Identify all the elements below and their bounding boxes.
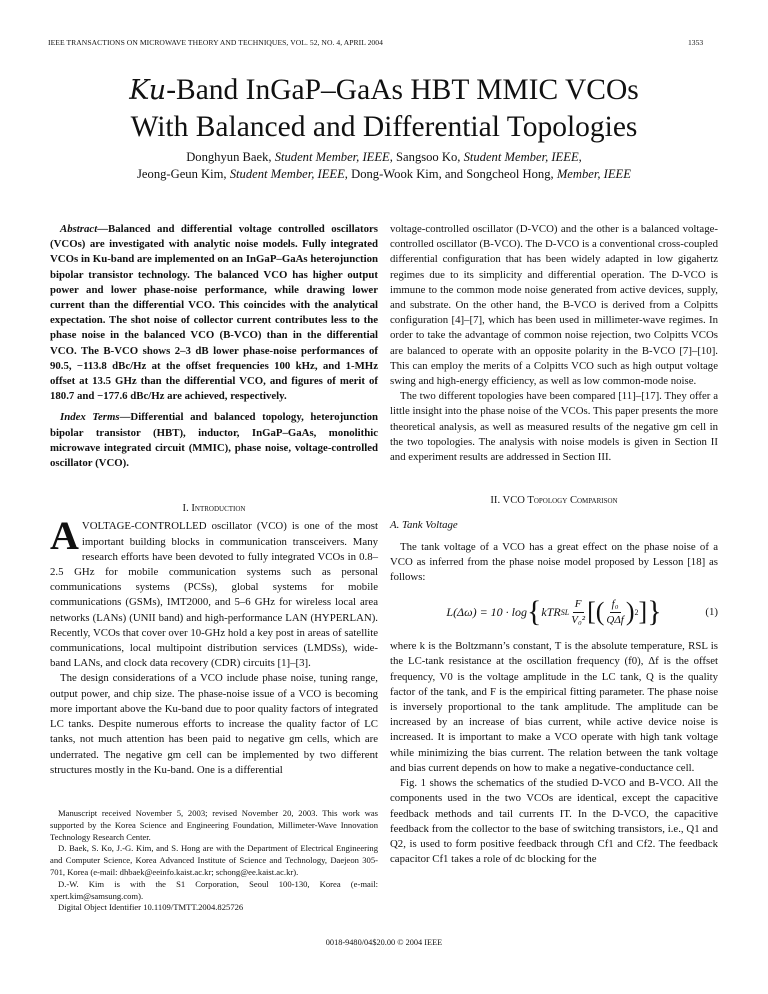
fraction-f-over-v0 [571,597,585,628]
equation-ktr: kTR [541,604,561,619]
equation-lhs: L(Δω) = 10 · log [446,604,528,619]
denominator: V₀² [571,613,586,626]
author-role: Member, IEEE [556,167,631,181]
author-list [0,149,768,183]
bracket-close: ] [638,597,648,627]
bracket-close: ) [625,597,635,627]
intro-paragraph-text: VOLTAGE-CONTROLLED oscillator (VCO) is one of the most important building blocks in communication transceivers. Many research efforts have been devoted to fully integrated VCOs in 0.8–2.5 GHz for mobile communication systems such as personal communications systems (PCSs), global systems for mobile communications (GSMs), IMT2000, and 5–6 GHz for wireless local area networks (LANs) (UNII band) and high-performance LAN (HYPERLAN). Recently, VCOs that cover over 10-GHz hold a key post in areas of satellite communications, local multipoint distribution services (LMDSs), wide-band LANs, and clock data recovery (CDR) circuits [1]–[3]. [50,520,378,670]
right-column [390,222,718,867]
footnotes [50,808,378,914]
section-heading-topology: II. VCO Topology Comparison [490,495,618,507]
title-math: Ku [129,75,167,106]
author-role: Student Member, IEEE [463,150,579,164]
author-separator: , [578,150,582,164]
abstract-text: —Balanced and differential voltage controlled oscillators (VCOs) are investigated with analytic noise models. Fully integrated VCOs in Ku-band are implemented on an InGaP–GaAs heterojunction bipolar transistor technology. The balanced VCO has higher output power and lower phase-noise performance, while drawing lower current than the differential VCO. This coincides with the analytical expectation. The shot noise of collector current contributes less to the phase noise in the balanced VCO (B-VCO) than in the differential VCO. The B-VCO shows 2–3 dB lower phase-noise performances of 90.5, −113.8 dBc/Hz at the offset frequencies 100 kHz, and 1-MHz offset at 13.5 GHz than the differential VCO, and figures of merit of 180.7 and −177.6 dBc/Hz are achieved, respectively. [50,223,378,403]
equation-1 [390,587,718,637]
author-name: Donghyun Baek, [186,150,275,164]
intro-paragraph [50,513,378,671]
body-paragraph: Fig. 1 shows the schematics of the studied D-VCO and B-VCO. All the components used in the two VCOs are identical, except the capacitive feedback methods and tail currents IT. In the D-VCO, the capacitive feedback from the collector to the base of switching transistors, i.e., Q1 and Q2, is used to form positive feedback through Cf1 and Cf2. The feedback capacitor Cf1 takes a role of dc blocking for the [390,777,718,866]
index-terms-text: —Differential and balanced topology, heterojunction bipolar transistor (HBT), inductor, InGaP–GaAs, monolithic microwave integrated circuit (MMIC), phase noise, voltage-controlled oscillator (VCO). [50,411,378,470]
denominator: QΔf [606,613,624,626]
footnote: D.-W. Kim is with the S1 Corporation, Seoul 100-130, Korea (e-mail: xpert.kim@samsung.com). [50,878,378,901]
page-number: 1353 [688,38,704,47]
body-paragraph: The tank voltage of a VCO has a great effect on the phase noise of a VCO as inferred from the phase noise model proposed by Lesson [18] as follows: [390,540,718,584]
footnote: Digital Object Identifier 10.1109/TMTT.2004.825726 [58,902,244,913]
subsection-heading-tank-voltage: A. Tank Voltage [390,519,458,532]
paper-title [0,72,768,145]
body-paragraph: where k is the Boltzmann’s constant, T is the absolute temperature, RSL is the LC-tank resistance at the oscillation frequency (f0), Δf is the offset frequency, V0 is the voltage amplitude in the LC tank, Q is the quality factor of the tank, and F is the empirical fitting parameter. The phase noise is inversely proportional to the tank amplitude. The amplitude can be increased by an increase of bias current, while active device noise is increased. It is important to make a VCO operate with high tank voltage while minimizing the bias current. The relation between the tank voltage and bias current depends on how to make a negative-conductance cell. [390,640,718,774]
bracket-open: [( [587,597,605,627]
author-role: Student Member, IEEE [229,167,345,181]
running-header: IEEE TRANSACTIONS ON MICROWAVE THEORY AND TECHNIQUES, VOL. 52, NO. 4, APRIL 2004 [48,38,383,47]
equation-number: (1) [705,605,718,618]
left-column [50,222,378,913]
author-name: Jeong-Geun Kim, [137,167,230,181]
intro-paragraph: voltage-controlled oscillator (D-VCO) and the other is a balanced voltage-controlled oscillator (B-VCO). The D-VCO is a conventional cross-coupled differential configuration that has been widely adapted in low gigahertz regimes due to its simplicity and differential operation. The D-VCO is immune to the common mode noise generated from active devices, supply, and substrate. On the other hand, the B-VCO is derived from a Colpitts configuration [4]–[7], which has been used in millimeter-wave regimes. In order to take the advantage of common noise rejection, two Colpitts VCOs are balanced to operate with an opposite polarity in the B-VCO [7]–[10]. This can employ the merits of a Colpitts VCO such as high output voltage swing and high-energy efficiency, as well as low common-mode noise. [390,223,718,388]
title-line1: -Band InGaP–GaAs HBT MMIC VCOs [166,74,639,106]
numerator: F [573,597,584,613]
author-name: , Sangsoo Ko, [389,150,464,164]
fraction-f0-over-qdf [606,597,623,628]
abstract [50,222,378,471]
equation-subscript: SL [560,607,570,617]
intro-paragraph: The two different topologies have been compared [11]–[17]. They offer a little insight into the phase noise of the VCOs. This paper presents the more theoretical analysis, as well as measured results of the negative gm cell in the two topologies. The analysis with noise models is given in Section II and experiment results are addressed in Section III. [390,390,718,464]
exponent: 2 [634,607,639,617]
footnote: D. Baek, S. Ko, J.-G. Kim, and S. Hong are with the Department of Electrical Engineering and Computer Science, Korea Advanced Institute of Science and Technology, Daejeon 305-701, Korea (e-mail: dhbaek@eeinfo.kaist.ac.kr; schong@ee.kaist.ac.kr). [50,843,378,877]
brace-close: } [647,595,662,629]
numerator: f₀ [610,597,621,613]
footnote: Manuscript received November 5, 2003; revised November 20, 2003. This work was supported by the Korea Science and Engineering Foundation, Millimeter-Wave Innovation Technology Research Center. [50,808,378,842]
drop-cap: A [50,513,79,559]
copyright-footer: 0018-9480/04$20.00 © 2004 IEEE [325,938,443,947]
title-line2: With Balanced and Differential Topologies [130,111,638,143]
author-role: Student Member, IEEE [274,150,390,164]
intro-paragraph: The design considerations of a VCO include phase noise, tuning range, output power, and chip size. The phase-noise issue of a VCO is becoming more important above the Ku-band due to poor quality factors of integrated LC tanks. Despite numerous efforts to increase the quality factor of LC tanks, not much attention has been paid to negative gm cells, which are underrated. The negative gm cell can be implemented by two different structures mostly in the Ku-band. One is a differential [50,672,378,776]
abstract-label: Abstract [60,223,98,235]
section-heading-introduction: I. Introduction [182,503,246,515]
index-terms-label: Index Terms [60,411,120,424]
brace-open: { [527,595,542,629]
author-name: , Dong-Wook Kim, and Songcheol Hong, [344,167,557,181]
